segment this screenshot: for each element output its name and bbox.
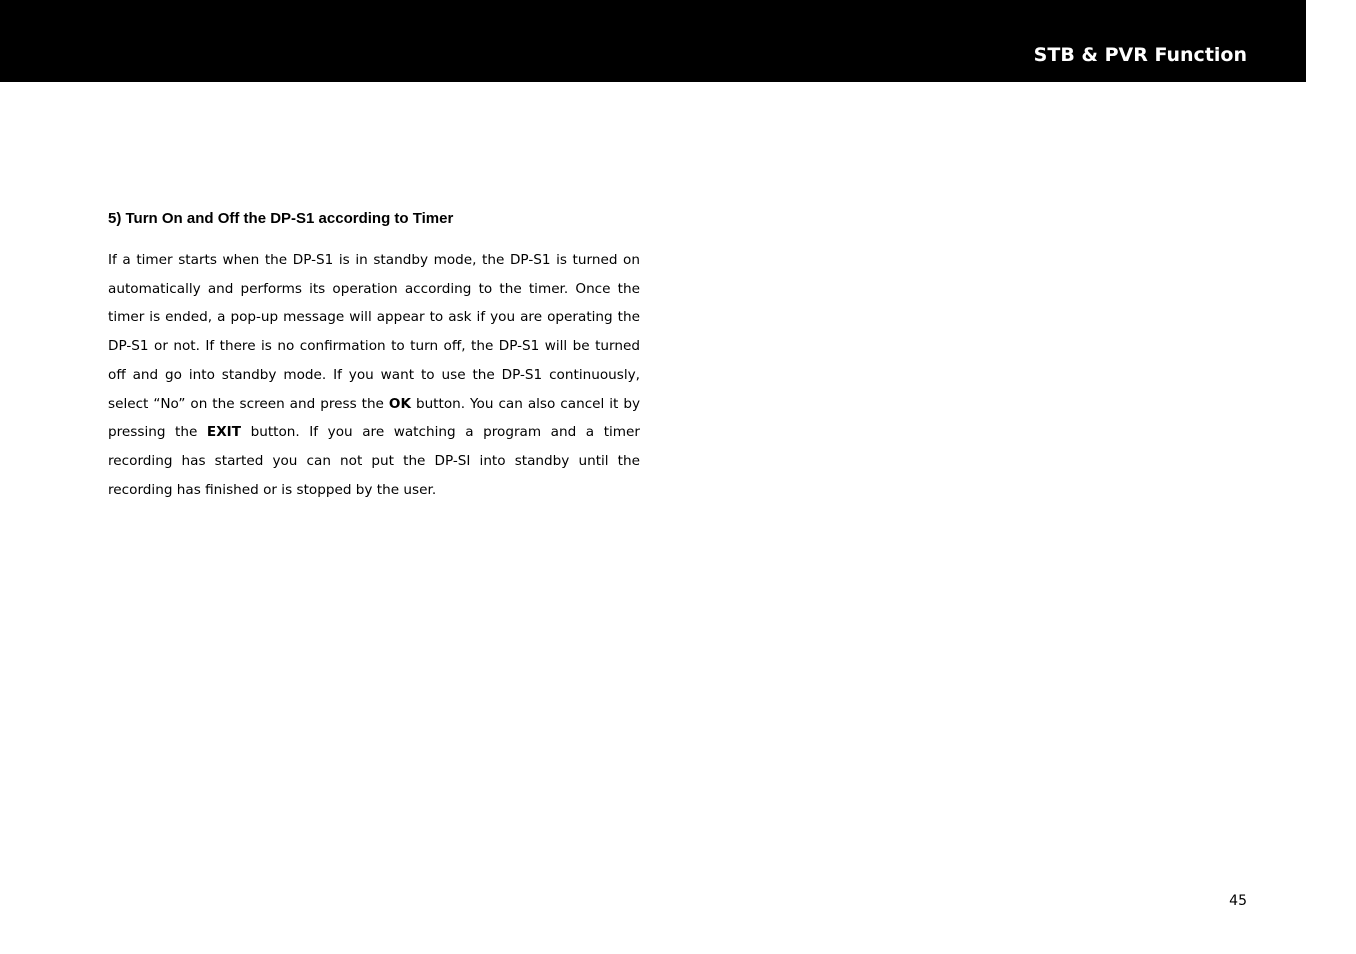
paragraph-text-1: If a timer starts when the DP-S1 is in standby mode, the DP-S1 is turned on automatically and performs its operation according to the timer. Once the timer is ended, a pop-up message will appear to ask if you are operating the DP-S1 or not. If there is no confirmation to turn off, the DP-S1 will be turned off and go into standby mode. If you want to use the DP-S1 continuously, select “No” on the screen and press the xyxy=(108,252,640,412)
timer-section xyxy=(108,208,640,504)
page-number: 45 xyxy=(1229,893,1247,909)
paragraph-text-2: button. You can also cancel it by pressing the xyxy=(108,395,640,441)
section-paragraph xyxy=(108,246,640,504)
chapter-title: STB & PVR Function xyxy=(1033,44,1247,66)
paragraph-text-3: button. If you are watching a program and a timer recording has started you can not put the DP-SI into standby until the recording has finished or is stopped by the user. xyxy=(108,424,640,498)
exit-button-label: EXIT xyxy=(206,424,242,441)
header-bar xyxy=(0,0,1306,82)
ok-button-label: OK xyxy=(388,395,411,412)
section-heading: 5) Turn On and Off the DP-S1 according to Timer xyxy=(108,210,454,227)
